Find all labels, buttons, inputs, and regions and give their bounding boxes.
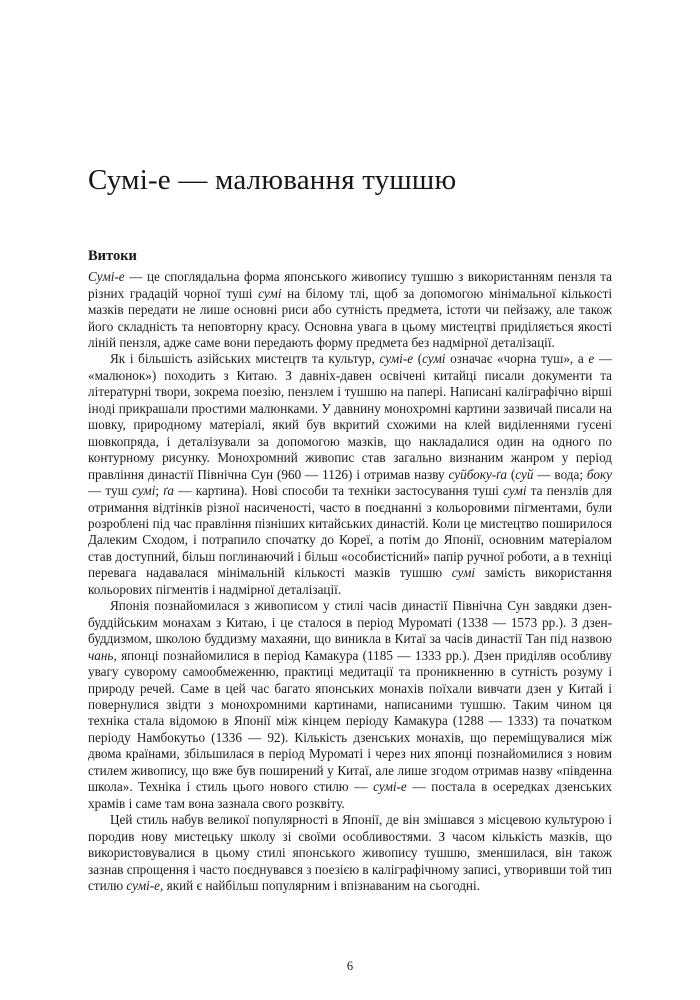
text-run: ; — [155, 483, 164, 499]
text-run: , японці познайомилися в період Камакура (1185 — 1333 рр.). Дзен приділяв особливу увагу суворому самообмеженню, практиці медитації та проникненню в сутність розуму і природу речей. Саме в цей час багато японських монахів поїхали вивчати дзен у Китай і повернулися звідти з монохромними картинами, написаними тушшю. Таким чином ця техніка стала відомою в Японії між кінцем періоду Камакура (1288 — 1333) та початком періоду Намбокутьо (1336 — 92). Кількість дзенських монахів, що переміщувалися між двома країнами, збільшилася в період Муроматі і через них японці познайомилися з новим стилем живопису, що вже був поширений у Китаї, але лише згодом отримав назву «південна школа». Техніка і стиль цього нового стилю — — [88, 647, 612, 795]
text-run: Як і більшість азійських мистецтв та культур, — [110, 351, 380, 367]
text-run: сумі — [132, 483, 156, 499]
page-content — [88, 163, 612, 894]
text-run: та пензлів для отримання відтінків різної насиченості, часто в поєднанні з кольоровими пігментами, були розроблені під час правління пізніших китайських династій. Коли це мистецтво поширилося Далеким Сходом, і потрапило спочатку до Кореї, а потім до Японії, основним матеріалом став доступний, більш поглинаючий і більш «особистісний» папір ручної роботи, а в техніці перевага надавалася мінімальній кількості мазків тушшю — [88, 483, 612, 581]
text-run: е — [588, 351, 595, 367]
text-run: суй — [515, 466, 534, 482]
text-run: боку — [586, 466, 612, 482]
text-run: сумі-е — [373, 779, 407, 795]
text-run: сумі-е — [379, 351, 414, 367]
body-paragraph — [88, 812, 612, 894]
body-paragraph — [88, 598, 612, 812]
body-paragraph — [88, 269, 612, 351]
text-run: ( — [413, 351, 423, 367]
text-run: — постала в осередках дзенських храмів і саме там вона зазнала свого розквіту. — [88, 779, 612, 811]
text-run: — картина). Нові способи та техніки застосування туші — [174, 483, 504, 499]
text-run: — вода; — [533, 466, 587, 482]
page-title: Сумі-е — малювання тушшю — [88, 164, 457, 196]
text-run: сумі — [422, 351, 446, 367]
section-heading: Витоки — [88, 247, 137, 264]
text-run: замість використання кольорових пігментів і надмірної деталізації. — [88, 565, 612, 597]
page-number: 6 — [346, 959, 354, 973]
text-run: — туш — [88, 483, 132, 499]
text-run: чань — [88, 647, 114, 663]
text-run: Сумі-е — [88, 269, 125, 285]
text-run: Цей стиль набув великої популярності в Японії, де він змішався з місцевою культурою і породив нову мистецьку школу зі своїми особливостями. З часом кількість мазків, що використовувалися в цьому стилі японського живопису тушшю, зменшилася, він також зазнав спрощення і часто поєднувався з поезією в каліграфічному записі, утворивши той тип стилю — [88, 812, 612, 893]
text-run: ґа — [163, 483, 175, 499]
text-run: Японія познайомилася з живописом у стилі часів династії Північна Сун завдяки дзен-буддійським монахам з Китаю, і це сталося в період Муроматі (1338 — 1573 рр.). З дзен-буддизмом, школою буддизму махаяни, що виникла в Китаї за часів династії Тан під назвою — [88, 598, 612, 647]
text-run: на білому тлі, щоб за допомогою мінімальної кількості мазків передати не лише основні риси або сутність предмета, істоти чи пейзажу, але також його складність та неповторну красу. Основна увага в цьому мистецтві приділяється якості ліній пензля, адже саме вони передають форму предмета без надмірної деталізації. — [88, 285, 612, 350]
text-run: сумі — [451, 565, 476, 581]
text-run: ( — [506, 466, 516, 482]
body-text — [88, 269, 612, 894]
text-run: суйбоку-ґа — [448, 466, 507, 482]
text-run: — це споглядальна форма японського живопису тушшю з використанням пензля та різних градацій чорної туші — [88, 269, 612, 301]
text-run: сумі — [503, 483, 527, 499]
body-paragraph — [88, 351, 612, 598]
text-run: , який є найбільш популярним і впізнаваним на сьогодні. — [160, 877, 480, 893]
text-run: — «малюнок») походить з Китаю. З давніх-давен освічені китайці писали документи та літературні твори, зокрема поезію, пензлем і тушшю на папері. Написані каліграфічно вірші іноді прикрашали простими малюнками. У давнину монохромні картини зазвичай писали на шовку, природному матеріалі, який був вкритий схожими на клей виділеннями гусені шовкопряда, і деталізували за допомогою мазків, що накладалися один на одного по контурному рисунку. Монохромний живопис став загально визнаним жанром у період правління династії Північна Сун (960 — 1126) і отримав назву — [88, 351, 612, 482]
text-run: означає «чорна туш», а — [445, 351, 589, 367]
text-run: сумі-е — [126, 877, 161, 893]
text-run: сумі — [258, 285, 282, 301]
